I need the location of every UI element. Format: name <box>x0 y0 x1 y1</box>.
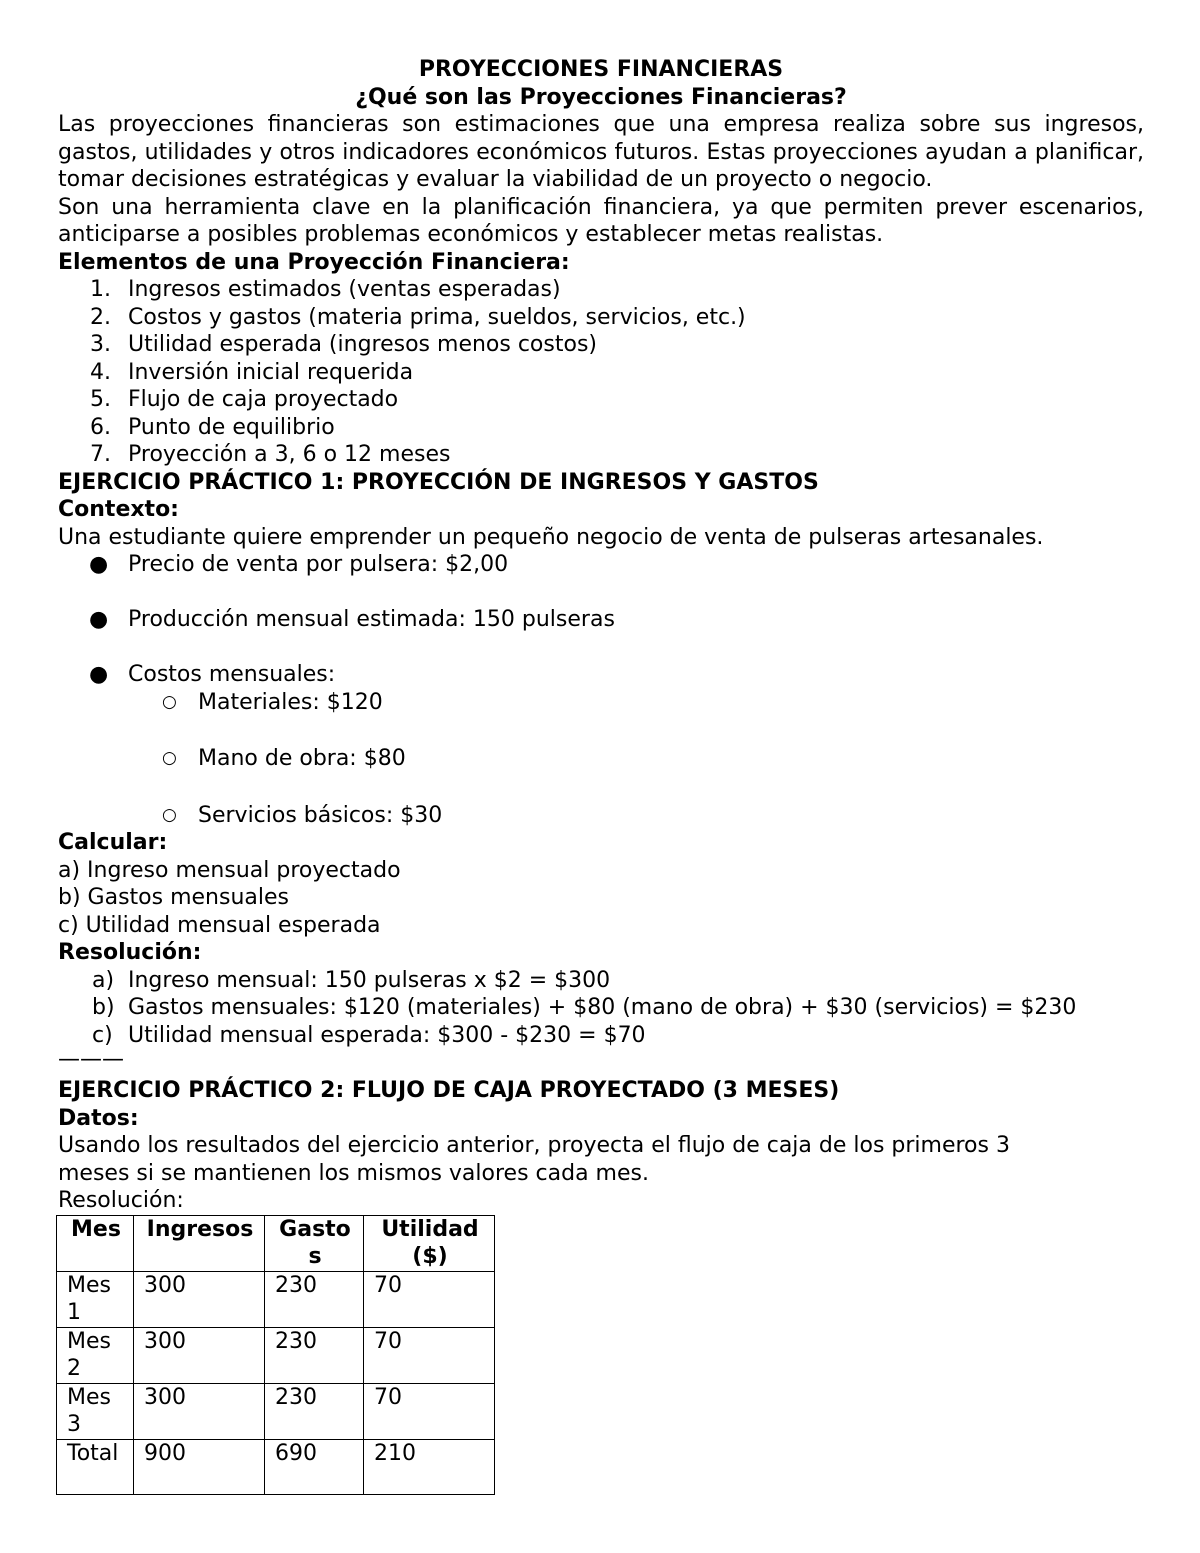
list-item: a) Ingreso mensual: 150 pulseras x $2 = $300 <box>92 967 611 993</box>
costs-sublist <box>128 689 1144 830</box>
table-cell: 70 <box>364 1327 495 1383</box>
list-item: ○ Servicios básicos: $30 <box>162 802 443 828</box>
table-cell: 70 <box>364 1383 495 1439</box>
table-cell: Mes 1 <box>57 1271 134 1327</box>
table-row <box>57 1439 495 1494</box>
list-item: c) Utilidad mensual esperada: $300 - $230 = $70 <box>92 1022 646 1048</box>
exercise-1-heading: EJERCICIO PRÁCTICO 1: PROYECCIÓN DE INGRESOS Y GASTOS <box>58 469 819 495</box>
list-item: 1. Ingresos estimados (ventas esperadas) <box>90 277 561 302</box>
intro-paragraph-1: Las proyecciones financieras son estimaciones que una empresa realiza sobre sus ingresos, gastos, utilidades y otros indicadores económicos futuros. Estas proyecciones ayudan a planificar, tomar decisiones estratégicas y evaluar la viabilidad de un proyecto o negocio. <box>58 112 1144 192</box>
list-item: 5. Flujo de caja proyectado <box>90 387 399 412</box>
table-header-cell: Utilidad ($) <box>364 1215 495 1271</box>
list-item: ● Producción mensual estimada: 150 pulseras <box>89 607 615 632</box>
separator-line: ——— <box>58 1047 124 1072</box>
table-cell: 230 <box>265 1383 364 1439</box>
table-cell: 900 <box>134 1439 265 1494</box>
cash-flow-table <box>56 1215 495 1495</box>
doc-title: PROYECCIONES FINANCIERAS <box>418 57 784 82</box>
table-header-cell: Mes <box>57 1215 134 1271</box>
list-item: ● Costos mensuales: ○ Materiales: $120 ○ Mano de obra: $80 ○ Servicios básicos: $30 <box>58 661 1144 829</box>
calc-label: Calcular: <box>58 830 168 855</box>
table-header-cell: Gastos <box>265 1215 364 1271</box>
resolution-list <box>58 967 1144 1050</box>
circle-bullet-icon: ○ <box>162 748 177 768</box>
table-cell: 300 <box>134 1271 265 1327</box>
table-cell: Total <box>57 1439 134 1494</box>
data-text: Usando los resultados del ejercicio anterior, proyecta el flujo de caja de los primeros 3 meses si se mantienen los mismos valores cada mes. <box>58 1133 1010 1186</box>
list-item: 6. Punto de equilibrio <box>90 414 335 440</box>
document-body <box>58 56 1144 1495</box>
context-text: Una estudiante quiere emprender un pequeño negocio de venta de pulseras artesanales. <box>58 524 1044 550</box>
bullet-icon: ● <box>89 552 109 577</box>
table-row <box>57 1383 495 1439</box>
calc-item: c) Utilidad mensual esperada <box>58 912 381 938</box>
table-header-row <box>57 1215 495 1271</box>
list-item: 2. Costos y gastos (materia prima, sueldos, servicios, etc.) <box>90 304 746 330</box>
table-header-cell: Ingresos <box>134 1215 265 1271</box>
exercise-2-heading: EJERCICIO PRÁCTICO 2: FLUJO DE CAJA PROYECTADO (3 MESES) <box>58 1078 840 1103</box>
table-cell: 300 <box>134 1327 265 1383</box>
circle-bullet-icon: ○ <box>162 691 177 712</box>
table-cell: 230 <box>265 1327 364 1383</box>
list-item: 4. Inversión inicial requerida <box>90 359 414 385</box>
bullet-icon: ● <box>89 662 109 687</box>
table-cell: Mes 3 <box>57 1383 134 1439</box>
resolution-label-2: Resolución: <box>58 1188 184 1213</box>
data-label: Datos: <box>58 1105 139 1131</box>
elements-heading: Elementos de una Proyección Financiera: <box>58 249 570 275</box>
table-row <box>57 1271 495 1327</box>
list-item: ○ Mano de obra: $80 <box>162 746 406 771</box>
calc-item: a) Ingreso mensual proyectado <box>58 857 401 883</box>
intro-paragraph-2: Son una herramienta clave en la planificación financiera, ya que permiten prever escenarios, anticiparse a posibles problemas económicos y establecer metas realistas. <box>58 194 1144 247</box>
list-item: ○ Materiales: $120 <box>162 689 383 715</box>
list-item: 7. Proyección a 3, 6 o 12 meses <box>90 442 451 467</box>
table-cell: 230 <box>265 1271 364 1327</box>
table-cell: Mes 2 <box>57 1327 134 1383</box>
list-item: ● Precio de venta por pulsera: $2,00 <box>89 552 509 577</box>
data-bullet-list <box>58 551 1144 829</box>
context-label: Contexto: <box>58 497 179 522</box>
table-cell: 210 <box>364 1439 495 1494</box>
circle-bullet-icon: ○ <box>162 804 177 825</box>
resolution-label: Resolución: <box>58 940 202 965</box>
doc-subtitle: ¿Qué son las Proyecciones Financieras? <box>355 84 847 110</box>
calc-item: b) Gastos mensuales <box>58 885 289 910</box>
table-row <box>57 1327 495 1383</box>
table-cell: 690 <box>265 1439 364 1494</box>
elements-list <box>58 276 1144 469</box>
list-item: 3. Utilidad esperada (ingresos menos costos) <box>90 332 597 357</box>
bullet-icon: ● <box>89 607 109 632</box>
list-item: b) Gastos mensuales: $120 (materiales) + $80 (mano de obra) + $30 (servicios) = $230 <box>92 995 1077 1020</box>
table-cell: 300 <box>134 1383 265 1439</box>
table-cell: 70 <box>364 1271 495 1327</box>
